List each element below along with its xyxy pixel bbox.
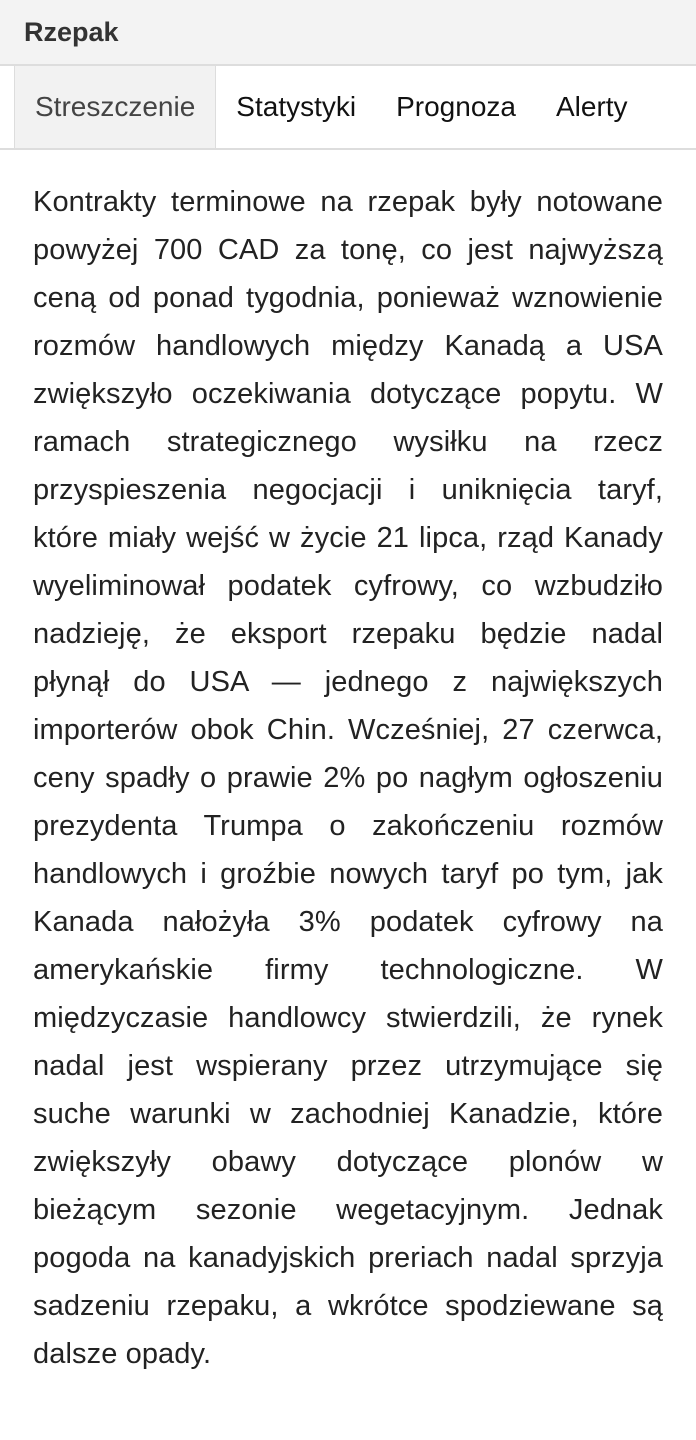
- tab-bar: [0, 66, 696, 150]
- tab-streszczenie[interactable]: Streszczenie: [14, 66, 216, 148]
- tab-statystyki[interactable]: Statystyki: [236, 91, 357, 122]
- tab-alerty[interactable]: Alerty: [555, 91, 628, 122]
- page-title: Rzepak: [24, 16, 119, 47]
- summary-content: [0, 150, 696, 1378]
- summary-paragraph: Kontrakty terminowe na rzepak były notowane powyżej 700 CAD za tonę, co jest najwyższą ceną od ponad tygodnia, ponieważ wznowienie rozmów handlowych między Kanadą a USA zwiększyło oczekiwania dotyczące popytu. W ramach strategicznego wysiłku na rzecz przyspieszenia negocjacji i uniknięcia taryf, które miały wejść w życie 21 lipca, rząd Kanady wyeliminował podatek cyfrowy, co wzbudziło nadzieję, że eksport rzepaku będzie nadal płynął do USA — jednego z największych importerów obok Chin. Wcześniej, 27 czerwca, ceny spadły o prawie 2% po nagłym ogłoszeniu prezydenta Trumpa o zakończeniu rozmów handlowych i groźbie nowych taryf po tym, jak Kanada nałożyła 3% podatek cyfrowy na amerykańskie firmy technologiczne. W międzyczasie handlowcy stwierdzili, że rynek nadal jest wspierany przez utrzymujące się suche warunki w zachodniej Kanadzie, które zwiększyły obawy dotyczące plonów w bieżącym sezonie wegetacyjnym. Jednak pogoda na kanadyjskich preriach nadal sprzyja sadzeniu rzepaku, a wkrótce spodziewane są dalsze opady.: [33, 186, 663, 1370]
- tab-prognoza[interactable]: Prognoza: [396, 91, 516, 122]
- app-header: [0, 0, 696, 66]
